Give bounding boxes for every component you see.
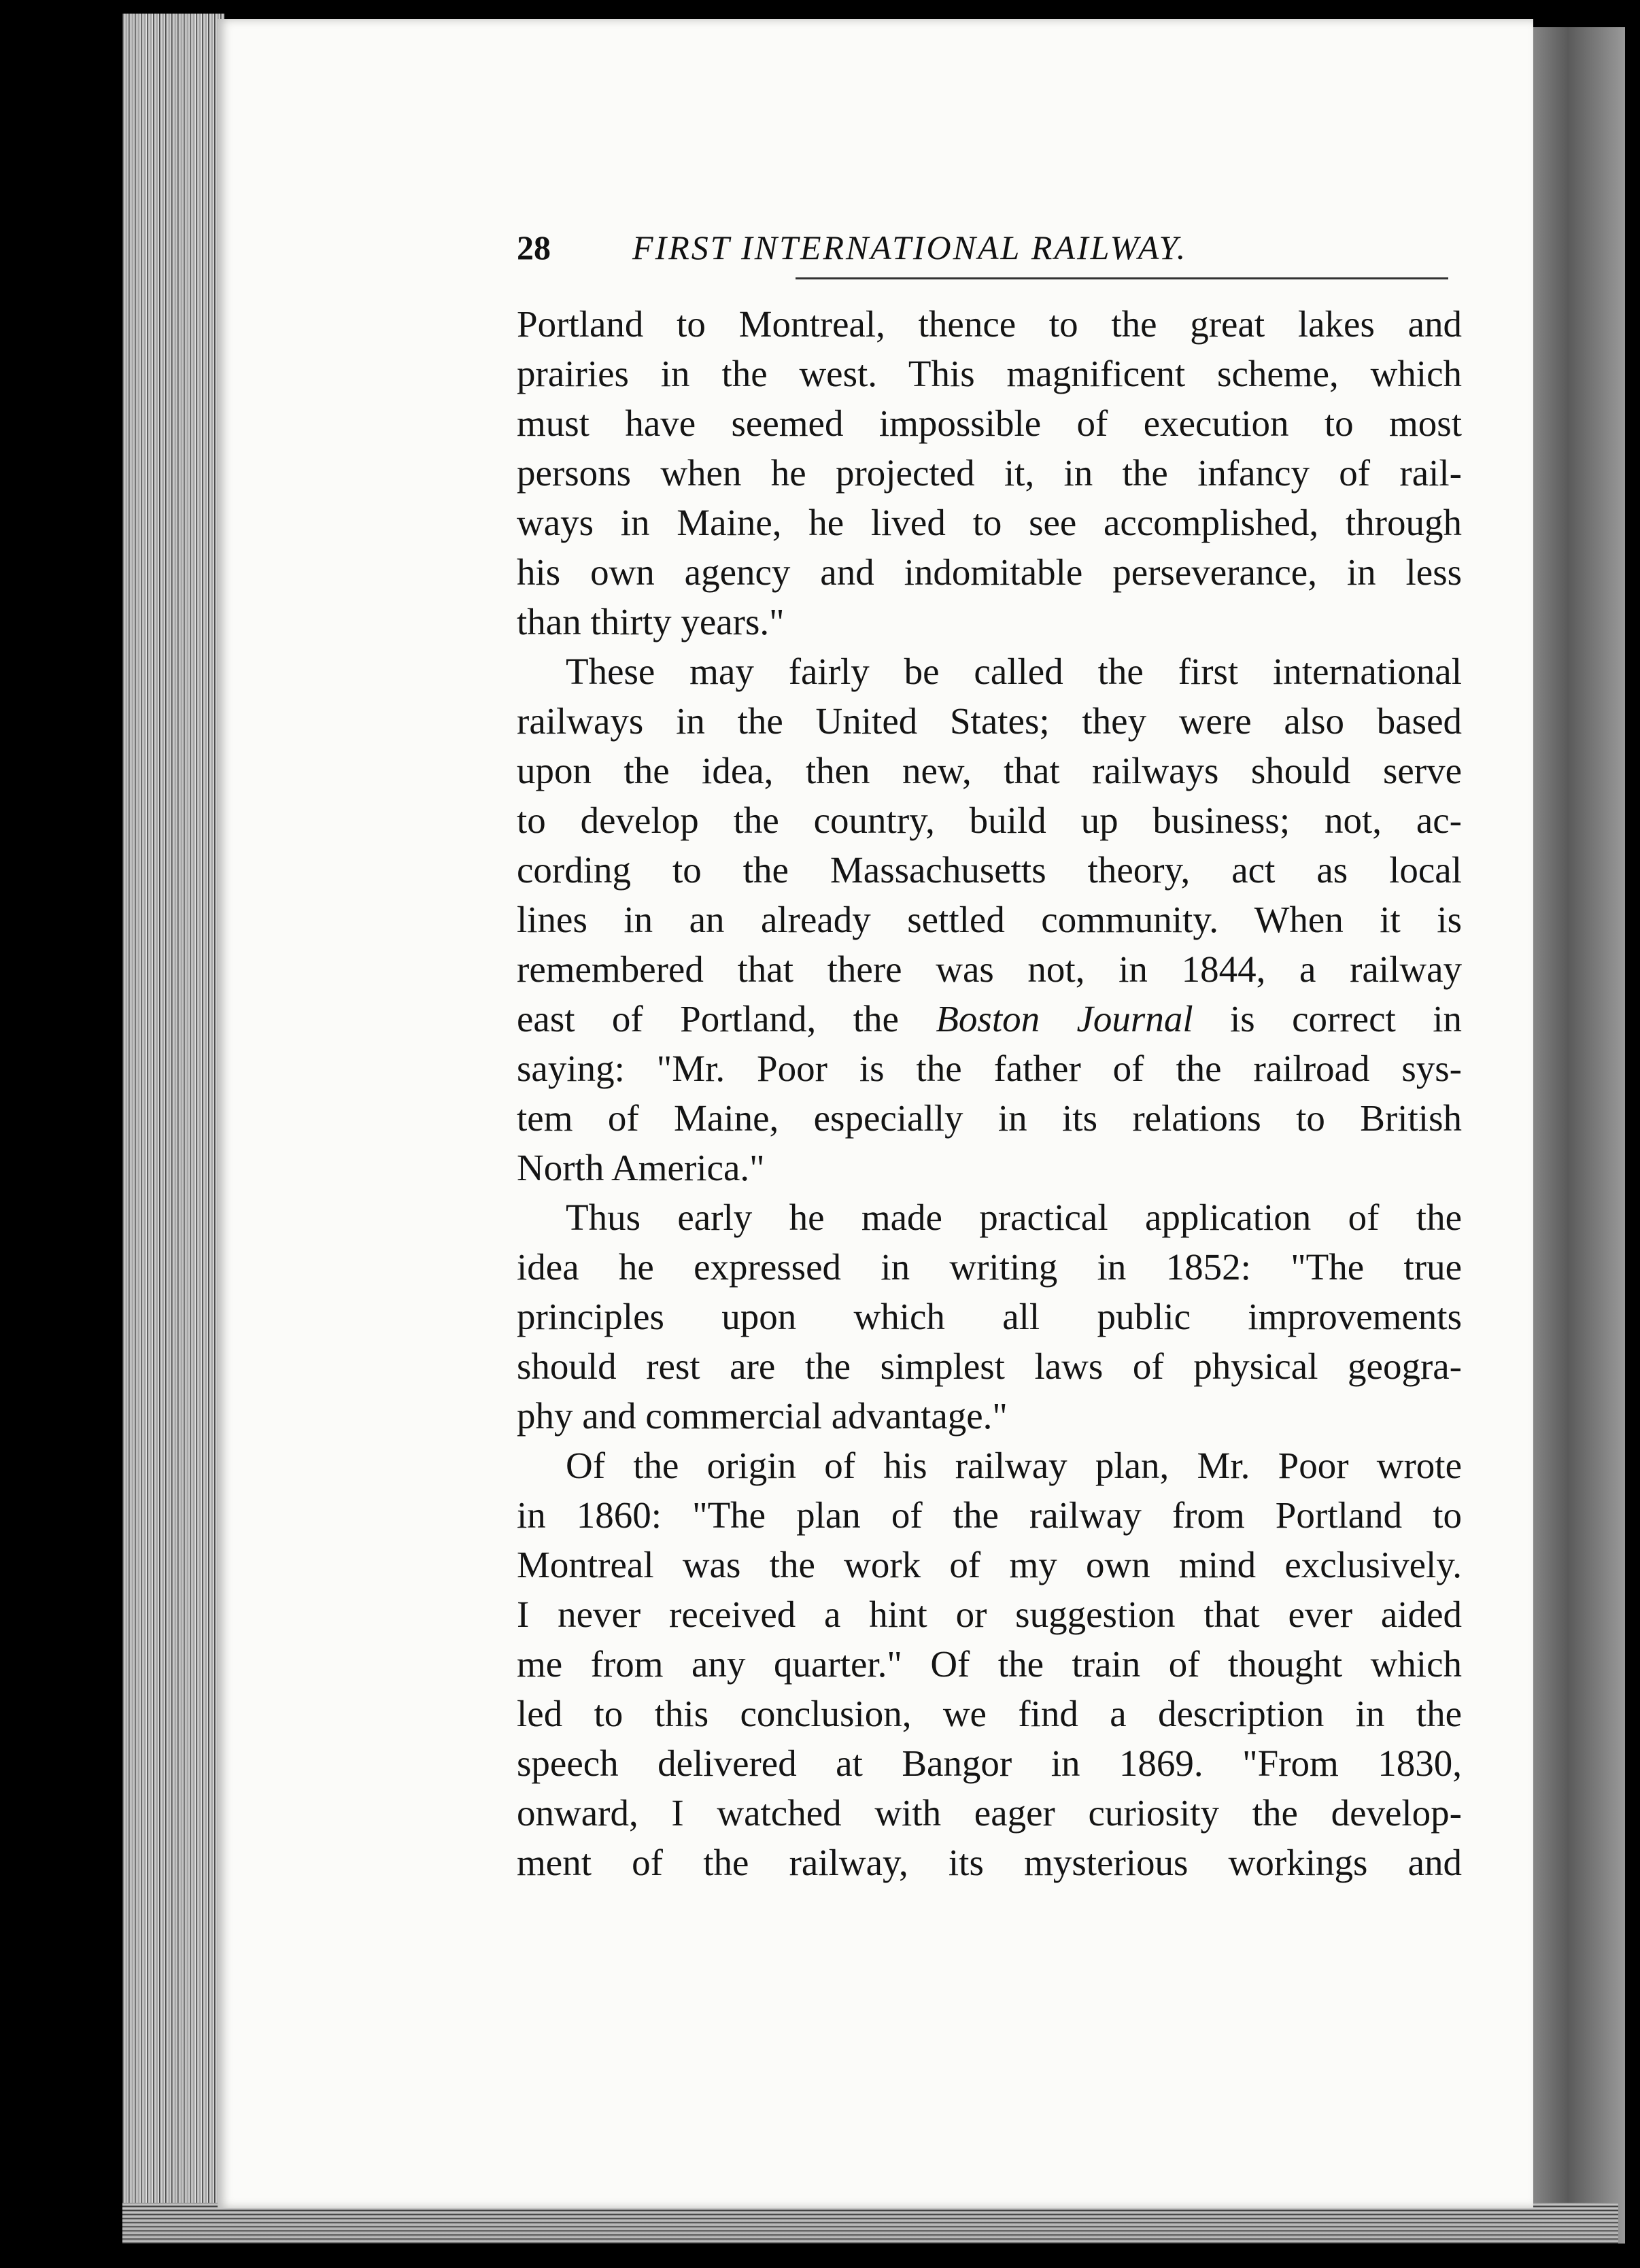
text-line: remembered that there was not, in 1844, a railway [517,948,1462,990]
header-rule [796,277,1448,279]
text-line: cording to the Massachusetts theory, act as local [517,849,1462,891]
book-cover-edge [1530,27,1625,2244]
text-line: persons when he projected it, in the infancy of rail- [517,452,1462,494]
text-line: his own agency and indomitable perseverance, in less [517,551,1462,593]
text-line: idea he expressed in writing in 1852: "The true [517,1246,1462,1288]
italic-title: Boston Journal [936,998,1193,1040]
text-line: led to this conclusion, we find a description in the [517,1693,1462,1734]
text-line: Thus early he made practical application of the [566,1197,1462,1238]
text-segment: is correct in [1193,998,1462,1040]
text-line: onward, I watched with eager curiosity the develop- [517,1792,1462,1834]
text-line [517,994,1462,1044]
text-line: prairies in the west. This magnificent scheme, which [517,353,1462,394]
text-line: railways in the United States; they were also based [517,700,1462,742]
text-segment: east of Portland, the [517,998,936,1040]
text-line: Of the origin of his railway plan, Mr. Poor wrote [566,1445,1462,1486]
text-line: North America." [517,1147,765,1188]
text-line: should rest are the simplest laws of physical geogra- [517,1345,1462,1387]
text-line: upon the idea, then new, that railways should serve [517,750,1462,791]
text-line: speech delivered at Bangor in 1869. "From 1830, [517,1742,1462,1784]
text-line: lines in an already settled community. When it is [517,899,1462,940]
text-line: These may fairly be called the first international [566,651,1462,692]
text-line: tem of Maine, especially in its relations to British [517,1097,1462,1139]
text-line: Portland to Montreal, thence to the great lakes and [517,303,1462,345]
page-number: 28 [517,228,551,267]
text-line: than thirty years." [517,601,785,642]
text-line: ways in Maine, he lived to see accomplished, through [517,502,1462,543]
text-line: I never received a hint or suggestion that ever aided [517,1594,1462,1635]
running-head [517,228,1441,282]
book-bottom-edges [122,2203,1618,2244]
text-line: saying: "Mr. Poor is the father of the railroad sys- [517,1048,1462,1089]
text-line: to develop the country, build up business; not, ac- [517,800,1462,841]
running-title: FIRST INTERNATIONAL RAILWAY. [632,228,1188,267]
text-line: phy and commercial advantage." [517,1395,1008,1437]
text-line: principles upon which all public improvements [517,1296,1462,1337]
text-line: in 1860: "The plan of the railway from Portland to [517,1494,1462,1536]
text-line: me from any quarter." Of the train of thought which [517,1643,1462,1685]
book-page-edges [122,14,224,2216]
text-line: must have seemed impossible of execution to most [517,402,1462,444]
text-line: ment of the railway, its mysterious workings and [517,1842,1462,1883]
body-text [517,299,1462,1887]
text-line: Montreal was the work of my own mind exclusively. [517,1544,1462,1585]
